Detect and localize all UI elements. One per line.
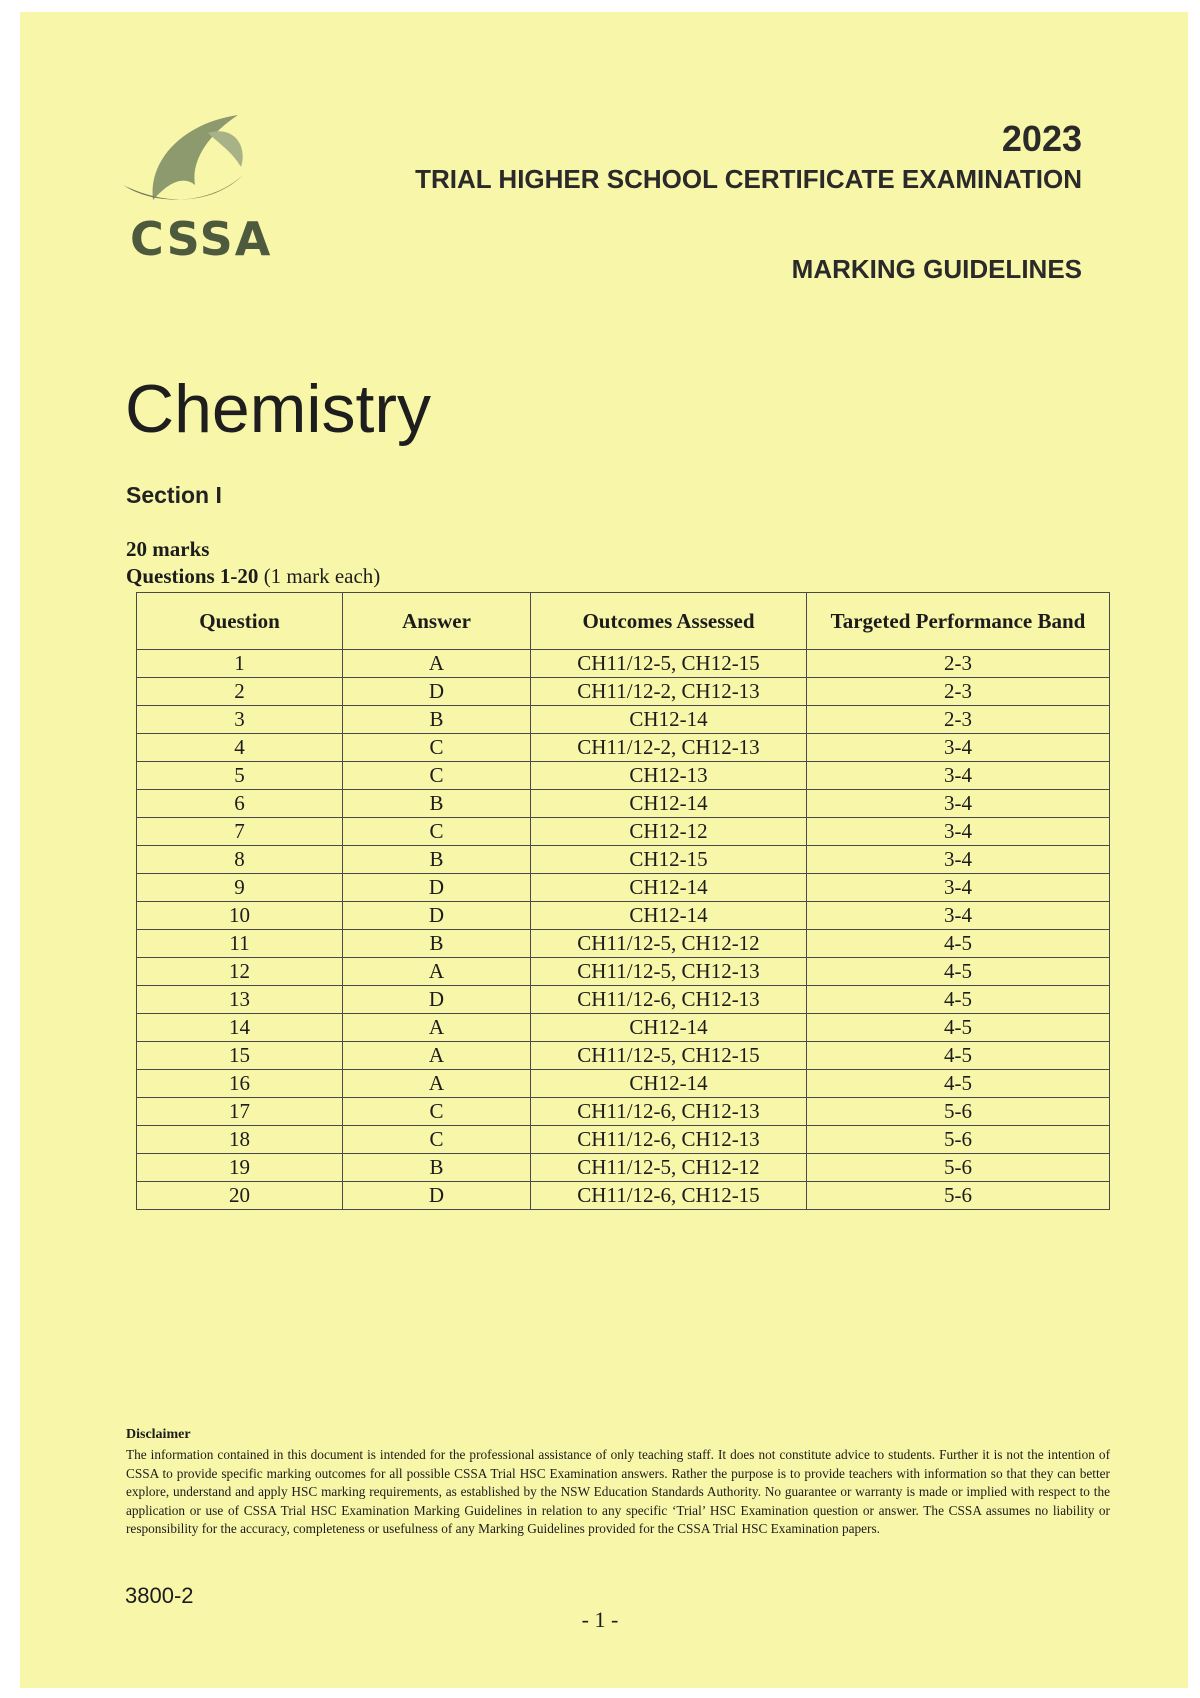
disclaimer-text: The information contained in this document is intended for the professional assistance of only teaching staff. It does not constitute advice to students. Further it is not the intention of CSSA to provide specific marking outcomes for all possible CSSA Trial HSC Examination answers. Rather the purpose is to provide teachers with information so that they can better explore, understand and apply HSC marking requirements, as established by the NSW Education Standards Authority. No guarantee or warranty is made or implied with respect to the application or use of CSSA Trial HSC Examination Marking Guidelines in relation to any specific ‘Trial’ HSC Examination question or answer. The CSSA assumes no liability or responsibility for the accuracy, completeness or usefulness of any Marking Guidelines provided for the CSSA Trial HSC Examination papers.	[126, 1447, 1110, 1536]
cell-question: 11	[137, 930, 343, 958]
exam-year: 2023	[1001, 118, 1082, 159]
cell-outcomes: CH12-14	[531, 1014, 807, 1042]
cell-outcomes: CH12-13	[531, 762, 807, 790]
cell-answer: C	[343, 734, 531, 762]
cell-band: 3-4	[807, 902, 1110, 930]
cell-outcomes: CH11/12-6, CH12-13	[531, 986, 807, 1014]
cell-answer: D	[343, 874, 531, 902]
cell-answer: A	[343, 958, 531, 986]
cell-answer: A	[343, 650, 531, 678]
table-row	[137, 790, 1110, 818]
table-row	[137, 678, 1110, 706]
cell-band: 3-4	[807, 874, 1110, 902]
cell-band: 2-3	[807, 706, 1110, 734]
exam-title: TRIAL HIGHER SCHOOL CERTIFICATE EXAMINATION	[415, 164, 1082, 194]
section-heading: Section I	[126, 482, 222, 508]
cell-band: 5-6	[807, 1126, 1110, 1154]
cell-outcomes: CH11/12-5, CH12-13	[531, 958, 807, 986]
cell-outcomes: CH12-12	[531, 818, 807, 846]
table-row	[137, 734, 1110, 762]
cell-outcomes: CH12-14	[531, 790, 807, 818]
table-row	[137, 902, 1110, 930]
cell-question: 5	[137, 762, 343, 790]
table-row	[137, 1070, 1110, 1098]
cell-band: 4-5	[807, 986, 1110, 1014]
cell-answer: C	[343, 762, 531, 790]
cell-question: 17	[137, 1098, 343, 1126]
cell-answer: B	[343, 706, 531, 734]
cell-question: 20	[137, 1182, 343, 1210]
table-row	[137, 930, 1110, 958]
cell-outcomes: CH11/12-5, CH12-12	[531, 1154, 807, 1182]
cell-outcomes: CH12-14	[531, 1070, 807, 1098]
document-code: 3800-2	[125, 1583, 194, 1608]
cell-band: 4-5	[807, 1070, 1110, 1098]
cell-outcomes: CH12-14	[531, 874, 807, 902]
cell-question: 4	[137, 734, 343, 762]
page-number: - 1 -	[581, 1607, 619, 1632]
cell-outcomes: CH11/12-5, CH12-15	[531, 1042, 807, 1070]
cell-question: 16	[137, 1070, 343, 1098]
cell-answer: D	[343, 678, 531, 706]
cell-outcomes: CH12-14	[531, 706, 807, 734]
cell-band: 3-4	[807, 818, 1110, 846]
cell-answer: C	[343, 1098, 531, 1126]
cell-band: 5-6	[807, 1154, 1110, 1182]
cell-question: 15	[137, 1042, 343, 1070]
cell-question: 2	[137, 678, 343, 706]
cell-answer: B	[343, 846, 531, 874]
disclaimer-title: Disclaimer	[126, 1427, 191, 1442]
answers-table	[136, 592, 1110, 1210]
cell-outcomes: CH11/12-6, CH12-13	[531, 1098, 807, 1126]
cell-question: 14	[137, 1014, 343, 1042]
table-row	[137, 818, 1110, 846]
cell-band: 4-5	[807, 1042, 1110, 1070]
table-row	[137, 1126, 1110, 1154]
questions-range: Questions 1-20	[126, 564, 259, 588]
cell-outcomes: CH12-15	[531, 846, 807, 874]
table-row	[137, 846, 1110, 874]
table-row	[137, 650, 1110, 678]
header-band: Targeted Performance Band	[807, 593, 1110, 650]
table-row	[137, 1154, 1110, 1182]
questions-note: (1 mark each)	[258, 564, 381, 588]
table-header-row	[137, 593, 1110, 650]
cell-answer: D	[343, 1182, 531, 1210]
answers-table-body	[137, 650, 1110, 1210]
header-outcomes: Outcomes Assessed	[531, 593, 807, 650]
table-row	[137, 1098, 1110, 1126]
cell-answer: A	[343, 1014, 531, 1042]
table-row	[137, 986, 1110, 1014]
cell-band: 3-4	[807, 734, 1110, 762]
cell-question: 12	[137, 958, 343, 986]
cell-question: 9	[137, 874, 343, 902]
cell-answer: C	[343, 818, 531, 846]
cell-answer: B	[343, 930, 531, 958]
cell-answer: D	[343, 986, 531, 1014]
cell-question: 6	[137, 790, 343, 818]
cell-question: 13	[137, 986, 343, 1014]
header-answer: Answer	[343, 593, 531, 650]
cell-answer: C	[343, 1126, 531, 1154]
cell-outcomes: CH11/12-6, CH12-13	[531, 1126, 807, 1154]
cell-band: 4-5	[807, 930, 1110, 958]
cell-question: 19	[137, 1154, 343, 1182]
table-row	[137, 1042, 1110, 1070]
table-row	[137, 706, 1110, 734]
header-question: Question	[137, 593, 343, 650]
table-row	[137, 1014, 1110, 1042]
cell-outcomes: CH11/12-2, CH12-13	[531, 678, 807, 706]
cell-outcomes: CH11/12-6, CH12-15	[531, 1182, 807, 1210]
cell-answer: A	[343, 1070, 531, 1098]
cell-answer: A	[343, 1042, 531, 1070]
subject-title: Chemistry	[125, 371, 432, 447]
table-row	[137, 1182, 1110, 1210]
cell-band: 2-3	[807, 650, 1110, 678]
cell-band: 3-4	[807, 790, 1110, 818]
questions-line	[126, 564, 380, 589]
cell-band: 4-5	[807, 958, 1110, 986]
table-row	[137, 874, 1110, 902]
cell-band: 5-6	[807, 1182, 1110, 1210]
cell-outcomes: CH11/12-2, CH12-13	[531, 734, 807, 762]
cell-band: 4-5	[807, 1014, 1110, 1042]
cell-question: 10	[137, 902, 343, 930]
cell-band: 5-6	[807, 1098, 1110, 1126]
cell-band: 2-3	[807, 678, 1110, 706]
cell-question: 18	[137, 1126, 343, 1154]
marking-guidelines-heading: MARKING GUIDELINES	[791, 254, 1082, 284]
cell-outcomes: CH11/12-5, CH12-12	[531, 930, 807, 958]
table-row	[137, 762, 1110, 790]
section-marks: 20 marks	[126, 537, 210, 561]
cell-question: 1	[137, 650, 343, 678]
cell-answer: B	[343, 1154, 531, 1182]
cell-band: 3-4	[807, 846, 1110, 874]
table-row	[137, 958, 1110, 986]
cell-answer: B	[343, 790, 531, 818]
cell-band: 3-4	[807, 762, 1110, 790]
cssa-logo-text: CSSA	[130, 212, 273, 266]
cell-outcomes: CH12-14	[531, 902, 807, 930]
cell-question: 3	[137, 706, 343, 734]
cell-outcomes: CH11/12-5, CH12-15	[531, 650, 807, 678]
cssa-leaf-logo-icon	[113, 105, 263, 215]
cell-answer: D	[343, 902, 531, 930]
cell-question: 8	[137, 846, 343, 874]
cell-question: 7	[137, 818, 343, 846]
